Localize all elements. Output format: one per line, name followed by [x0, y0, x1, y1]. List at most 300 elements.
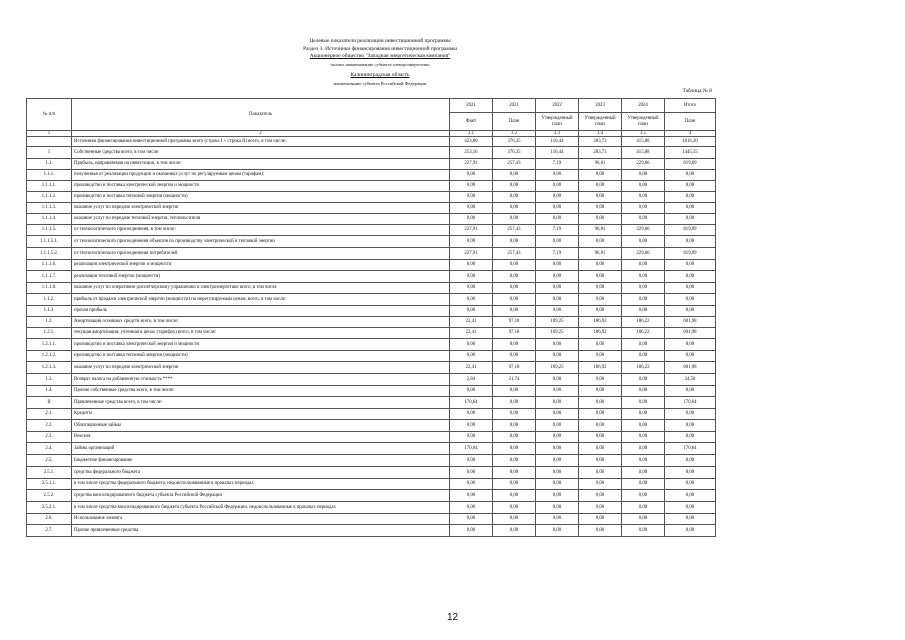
row-value: 0,00 — [493, 270, 536, 282]
row-value: 0,00 — [622, 270, 665, 282]
col-index: 4 — [665, 131, 716, 137]
row-value: 7,19 — [536, 247, 579, 259]
row-value: 0,00 — [579, 235, 622, 247]
row-value: 0,00 — [579, 442, 622, 454]
row-number: 1.1.1.4. — [27, 213, 72, 224]
row-value: 0,00 — [536, 202, 579, 213]
row-value: 0,00 — [579, 466, 622, 478]
row-value: 819,09 — [665, 158, 716, 169]
row-value: 601,98 — [665, 327, 716, 338]
row-value: 0,00 — [536, 350, 579, 361]
row-value: 0,00 — [622, 213, 665, 224]
row-value: 0,00 — [579, 293, 622, 305]
table-row — [27, 396, 716, 408]
row-number: 2.4. — [27, 442, 72, 454]
row-value: 0,00 — [493, 235, 536, 247]
row-value: 0,00 — [536, 213, 579, 224]
row-value: 96,81 — [579, 247, 622, 259]
col-header-year: 2024 — [622, 99, 665, 113]
row-value: 0,00 — [450, 419, 493, 431]
document-header — [200, 38, 560, 88]
table-row — [27, 270, 716, 282]
row-indicator: Облигационные займы — [72, 419, 450, 431]
row-value: 0,00 — [450, 431, 493, 442]
row-value: 0,00 — [536, 191, 579, 202]
row-value: 0,00 — [622, 169, 665, 180]
row-value: 24,58 — [665, 373, 716, 385]
row-indicator: Прочие собственные средства всего, в том числе: — [72, 385, 450, 396]
row-value: 0,00 — [579, 350, 622, 361]
row-value: 227,91 — [450, 247, 493, 259]
table-row — [27, 282, 716, 293]
row-value: 170,64 — [450, 396, 493, 408]
row-value: 0,00 — [622, 259, 665, 270]
col-header-type: Утвержденный план — [536, 113, 579, 131]
row-value: 0,00 — [579, 489, 622, 501]
table-row — [27, 158, 716, 169]
row-indicator: производство и поставка тепловой энергии (мощности) — [72, 191, 450, 202]
row-value: 0,00 — [665, 259, 716, 270]
row-indicator: от технологического присоединения, в том числе: — [72, 224, 450, 235]
row-value: 0,00 — [579, 191, 622, 202]
row-value: 0,00 — [579, 202, 622, 213]
row-value: 229,66 — [622, 224, 665, 235]
col-index: 3.2 — [493, 131, 536, 137]
row-number: 1.4. — [27, 385, 72, 396]
row-number: 2.3. — [27, 431, 72, 442]
row-indicator: средства консолидированного бюджета субъекта Российской Федерации — [72, 489, 450, 501]
row-value: 0,00 — [493, 396, 536, 408]
row-value: 253,16 — [450, 146, 493, 158]
row-value: 227,91 — [450, 158, 493, 169]
row-value: 0,00 — [622, 513, 665, 524]
row-indicator: средства федерального бюджета — [72, 466, 450, 478]
row-number: 2.5.2.1. — [27, 501, 72, 513]
row-value: 0,00 — [450, 235, 493, 247]
row-value: 22,41 — [450, 361, 493, 373]
row-value: 0,00 — [622, 442, 665, 454]
table-row — [27, 338, 716, 350]
col-header-indicator: Показатель — [72, 99, 450, 131]
row-indicator: в том числе средства консолидированного бюджета субъекта Российской Федерации, недоиспользованные в прошлых периодах — [72, 501, 450, 513]
row-value: 0,00 — [493, 478, 536, 489]
row-value: 0,00 — [622, 293, 665, 305]
row-value: 0,00 — [450, 180, 493, 191]
table-row — [27, 466, 716, 478]
row-value: 0,00 — [536, 282, 579, 293]
row-value: 0,00 — [665, 385, 716, 396]
row-value: 0,00 — [579, 169, 622, 180]
row-value: 0,00 — [622, 385, 665, 396]
row-value: 0,00 — [536, 454, 579, 466]
table-row — [27, 293, 716, 305]
region-caption: наименование субъекта Российской Федерации — [333, 80, 427, 86]
row-value: 0,00 — [450, 350, 493, 361]
row-value: 0,00 — [536, 305, 579, 316]
row-indicator: производство и поставка тепловой энергии (мощности) — [72, 350, 450, 361]
row-value: 0,00 — [536, 513, 579, 524]
row-value: 0,00 — [622, 282, 665, 293]
col-index: 3.1 — [450, 131, 493, 137]
row-number: 1.3. — [27, 373, 72, 385]
row-value: 0,00 — [536, 293, 579, 305]
row-value: 0,00 — [493, 338, 536, 350]
table-row — [27, 191, 716, 202]
row-number: 1.1.1.5. — [27, 224, 72, 235]
financing-table — [26, 98, 716, 537]
table-row — [27, 513, 716, 524]
row-value: 0,00 — [450, 282, 493, 293]
row-value: 0,00 — [665, 489, 716, 501]
row-value: 0,00 — [450, 213, 493, 224]
row-value: 0,00 — [450, 501, 493, 513]
row-value: 0,00 — [493, 350, 536, 361]
header-line-1: Целевые показатели реализации инвестиционной программы — [309, 38, 451, 44]
row-value: 0,00 — [450, 169, 493, 180]
row-value: 116,44 — [536, 146, 579, 158]
row-value: 0,00 — [665, 454, 716, 466]
row-value: 0,00 — [493, 385, 536, 396]
row-value: 0,00 — [622, 466, 665, 478]
row-value: 170,64 — [665, 396, 716, 408]
row-indicator: оказание услуг по передаче электрической энергии — [72, 202, 450, 213]
row-indicator: Бюджетное финансирование — [72, 454, 450, 466]
row-indicator: от технологического присоединения объектов по производству электрической и тепловой энергии — [72, 235, 450, 247]
table-row — [27, 259, 716, 270]
row-value: 0,00 — [622, 191, 665, 202]
row-value: 0,00 — [450, 305, 493, 316]
row-indicator: Источники финансирования инвестиционной программы всего (строка I + строка II) всего, в том числе: — [72, 137, 450, 147]
row-value: 0,00 — [622, 489, 665, 501]
row-value: 0,00 — [622, 501, 665, 513]
row-value: 283,73 — [579, 146, 622, 158]
row-value: 0,00 — [493, 466, 536, 478]
row-indicator: от технологического присоединения потребителей — [72, 247, 450, 259]
row-value: 0,00 — [579, 338, 622, 350]
row-value: 186,92 — [579, 316, 622, 327]
row-number: 1.1.1.5.1. — [27, 235, 72, 247]
row-value: 0,00 — [536, 501, 579, 513]
row-indicator: Прочие привлеченные средства — [72, 524, 450, 536]
row-value: 0,00 — [450, 191, 493, 202]
row-indicator: Использование лизинга — [72, 513, 450, 524]
table-row — [27, 489, 716, 501]
row-value: 0,00 — [622, 202, 665, 213]
row-value: 0,00 — [579, 431, 622, 442]
row-value: 96,81 — [579, 158, 622, 169]
row-number: 1.1.1.1. — [27, 180, 72, 191]
table-row — [27, 431, 716, 442]
row-value: 0,00 — [493, 501, 536, 513]
row-number: 2.5.2. — [27, 489, 72, 501]
row-value: 819,09 — [665, 247, 716, 259]
row-number: 1.1.1.2. — [27, 191, 72, 202]
row-value: 0,00 — [622, 524, 665, 536]
row-value: 0,00 — [536, 419, 579, 431]
row-indicator: реализация тепловой энергии (мощности) — [72, 270, 450, 282]
row-value: 0,00 — [450, 466, 493, 478]
row-number: 1.2.1.3. — [27, 361, 72, 373]
row-value: 283,73 — [579, 137, 622, 147]
row-value: 0,00 — [622, 408, 665, 419]
row-value: 22,41 — [450, 316, 493, 327]
row-value: 0,00 — [450, 478, 493, 489]
row-number: 2.5. — [27, 454, 72, 466]
row-value: 0,00 — [665, 466, 716, 478]
row-value: 0,00 — [579, 501, 622, 513]
table-row — [27, 408, 716, 419]
row-indicator: оказание услуг по передаче электрической энергии — [72, 361, 450, 373]
row-value: 0,00 — [493, 180, 536, 191]
row-value: 0,00 — [493, 442, 536, 454]
row-value: 0,00 — [665, 270, 716, 282]
col-index: 3.5 — [622, 131, 665, 137]
row-value: 0,00 — [622, 373, 665, 385]
row-value: 97,18 — [493, 316, 536, 327]
row-value: 7,19 — [536, 224, 579, 235]
row-value: 0,00 — [493, 191, 536, 202]
row-number: 1.2.1.2. — [27, 350, 72, 361]
row-value: 0,00 — [450, 202, 493, 213]
row-value: 0,00 — [579, 396, 622, 408]
row-number: 2.1. — [27, 408, 72, 419]
col-header-year: 2021 — [493, 99, 536, 113]
page-number: 12 — [446, 612, 459, 623]
table-row — [27, 146, 716, 158]
row-value: 96,81 — [579, 224, 622, 235]
row-value: 186,22 — [622, 327, 665, 338]
row-value: 257,43 — [493, 224, 536, 235]
row-indicator: производство и поставка электрической энергии и мощности — [72, 180, 450, 191]
row-indicator: Амортизация основных средств всего, в том числе: — [72, 316, 450, 327]
row-number: 1.1.1.3. — [27, 202, 72, 213]
row-indicator: полученная от реализации продукции и оказанных услуг по регулируемым ценам (тарифам): — [72, 169, 450, 180]
row-value: 0,00 — [536, 169, 579, 180]
row-value: 170,64 — [450, 442, 493, 454]
row-value: 0,00 — [579, 180, 622, 191]
row-value: 0,00 — [493, 169, 536, 180]
row-value: 0,00 — [665, 169, 716, 180]
row-value: 0,00 — [450, 259, 493, 270]
row-value: 109,25 — [536, 327, 579, 338]
row-value: 0,00 — [536, 408, 579, 419]
row-value: 0,00 — [536, 235, 579, 247]
row-value: 0,00 — [622, 419, 665, 431]
table-number: Таблица № 8 — [682, 88, 712, 94]
row-value: 0,00 — [536, 466, 579, 478]
row-value: 0,00 — [536, 396, 579, 408]
row-value: 0,00 — [622, 180, 665, 191]
row-value: 0,00 — [493, 293, 536, 305]
row-value: 0,00 — [450, 293, 493, 305]
row-value: 0,00 — [665, 513, 716, 524]
row-value: 0,00 — [579, 305, 622, 316]
col-header-year: 2022 — [536, 99, 579, 113]
row-value: 0,00 — [493, 202, 536, 213]
col-header-type: Утвержденный план — [622, 113, 665, 131]
row-value: 229,66 — [622, 247, 665, 259]
row-value: 0,00 — [536, 478, 579, 489]
row-value: 0,00 — [665, 524, 716, 536]
table-row — [27, 524, 716, 536]
row-number: 1.1.1.6. — [27, 259, 72, 270]
company-name: Акционерное общество "Западная энергетическая компания" — [309, 53, 451, 60]
col-header-num: № п/п — [27, 99, 72, 131]
row-number: 1.1.1. — [27, 169, 72, 180]
row-value: 229,66 — [622, 158, 665, 169]
row-value: 0,00 — [450, 489, 493, 501]
row-value: 0,00 — [536, 373, 579, 385]
table-row — [27, 305, 716, 316]
row-value: 0,00 — [622, 431, 665, 442]
row-value: 819,09 — [665, 224, 716, 235]
row-value: 0,00 — [493, 259, 536, 270]
col-header-type: План — [665, 113, 716, 131]
row-value: 601,98 — [665, 361, 716, 373]
row-indicator: Кредиты — [72, 408, 450, 419]
row-value: 0,00 — [665, 191, 716, 202]
row-value: 0,00 — [579, 373, 622, 385]
row-value: 0,00 — [622, 454, 665, 466]
row-value: 0,00 — [622, 350, 665, 361]
row-number: 2.5.1. — [27, 466, 72, 478]
row-value: 0,00 — [665, 350, 716, 361]
table-row — [27, 213, 716, 224]
table-row — [27, 316, 716, 327]
row-value: 0,00 — [665, 478, 716, 489]
row-value: 257,43 — [493, 247, 536, 259]
row-value: 0,00 — [579, 213, 622, 224]
row-value: 0,00 — [493, 305, 536, 316]
row-number: 1.1.1.5.2. — [27, 247, 72, 259]
row-number: 1.2. — [27, 316, 72, 327]
row-indicator: прибыль от продажи электрической энергии (мощности) по нерегулируемым ценам, всего, в том числе: — [72, 293, 450, 305]
company-caption: полное наименование субъекта электроэнергетики — [330, 61, 430, 67]
row-number: II — [27, 396, 72, 408]
row-value: 0,00 — [536, 524, 579, 536]
row-value: 97,18 — [493, 327, 536, 338]
row-value: 0,00 — [665, 293, 716, 305]
row-value: 0,00 — [536, 442, 579, 454]
region-name: Калининградская область — [350, 72, 410, 79]
row-value: 0,00 — [493, 513, 536, 524]
table-row — [27, 501, 716, 513]
col-header-type: План — [493, 113, 536, 131]
row-indicator: производство и поставка электрической энергии и мощности — [72, 338, 450, 350]
row-indicator: Займы организаций — [72, 442, 450, 454]
table-body — [27, 137, 716, 537]
table-row — [27, 235, 716, 247]
row-value: 0,00 — [622, 305, 665, 316]
row-indicator: Привлеченные средства всего, в том числе: — [72, 396, 450, 408]
row-indicator: текущая амортизация, учтенная в ценах (тарифах) всего, в том числе: — [72, 327, 450, 338]
row-value: 0,00 — [579, 259, 622, 270]
col-header-type: Факт — [450, 113, 493, 131]
row-value: 0,00 — [450, 408, 493, 419]
row-value: 1616,20 — [665, 137, 716, 147]
row-number: 2.2. — [27, 419, 72, 431]
row-value: 0,00 — [536, 270, 579, 282]
row-value: 170,64 — [665, 442, 716, 454]
row-value: 376,35 — [493, 137, 536, 147]
row-value: 0,00 — [665, 180, 716, 191]
row-value: 109,25 — [536, 361, 579, 373]
table-row — [27, 361, 716, 373]
row-value: 0,00 — [665, 235, 716, 247]
row-value: 0,00 — [493, 213, 536, 224]
row-indicator: реализация электрической энергии и мощности — [72, 259, 450, 270]
row-value: 0,00 — [493, 408, 536, 419]
row-indicator: Собственные средства всего, в том числе: — [72, 146, 450, 158]
row-value: 0,00 — [579, 385, 622, 396]
table-row — [27, 202, 716, 213]
header-line-2: Раздел 3. Источники финансирования инвестиционной программы — [303, 45, 457, 52]
row-value: 0,00 — [536, 489, 579, 501]
table-row — [27, 478, 716, 489]
row-indicator: оказание услуг по передаче тепловой энергии, теплоносителя — [72, 213, 450, 224]
row-value: 0,00 — [579, 524, 622, 536]
row-value: 0,00 — [450, 338, 493, 350]
row-number: 1.1.1.8. — [27, 282, 72, 293]
row-value: 0,00 — [493, 419, 536, 431]
row-value: 2,84 — [450, 373, 493, 385]
row-value: 415,88 — [622, 146, 665, 158]
row-number: 1.1. — [27, 158, 72, 169]
row-number: 2.6. — [27, 513, 72, 524]
row-number: 1.1.3. — [27, 305, 72, 316]
row-value: 186,22 — [622, 361, 665, 373]
row-value: 0,00 — [493, 524, 536, 536]
row-value: 0,00 — [579, 282, 622, 293]
row-value: 0,00 — [622, 338, 665, 350]
row-value: 109,25 — [536, 316, 579, 327]
row-indicator: Возврат налога на добавленную стоимость **** — [72, 373, 450, 385]
col-index: 2 — [72, 131, 450, 137]
row-value: 0,00 — [665, 213, 716, 224]
row-value: 257,43 — [493, 158, 536, 169]
row-indicator: в том числе средства федерального бюджета, недоиспользованные в прошлых периодах — [72, 478, 450, 489]
col-header-type: Утвержденный план — [579, 113, 622, 131]
row-number: 1.1.2. — [27, 293, 72, 305]
col-header-total: Итого — [665, 99, 716, 113]
table-row — [27, 180, 716, 191]
row-value: 0,00 — [536, 385, 579, 396]
row-value: 0,00 — [450, 270, 493, 282]
row-value: 601,98 — [665, 316, 716, 327]
row-indicator: прочая прибыль — [72, 305, 450, 316]
row-value: 0,00 — [665, 419, 716, 431]
row-value: 0,00 — [665, 431, 716, 442]
row-value: 0,00 — [493, 431, 536, 442]
table-row — [27, 350, 716, 361]
row-value: 423,80 — [450, 137, 493, 147]
table-row — [27, 137, 716, 147]
col-index: 3.3 — [536, 131, 579, 137]
row-value: 0,00 — [622, 396, 665, 408]
row-value: 0,00 — [493, 454, 536, 466]
row-number: 1.2.1. — [27, 327, 72, 338]
table-row — [27, 373, 716, 385]
row-value: 22,41 — [450, 327, 493, 338]
row-indicator: оказание услуг по оперативно-диспетчерскому управлению в электроэнергетике всего, в том числе — [72, 282, 450, 293]
row-value: 0,00 — [450, 454, 493, 466]
row-number: 1.2.1.1. — [27, 338, 72, 350]
row-value: 0,00 — [450, 385, 493, 396]
row-value: 0,00 — [665, 501, 716, 513]
row-value: 0,00 — [665, 408, 716, 419]
row-value: 0,00 — [579, 478, 622, 489]
row-value: 0,00 — [579, 408, 622, 419]
